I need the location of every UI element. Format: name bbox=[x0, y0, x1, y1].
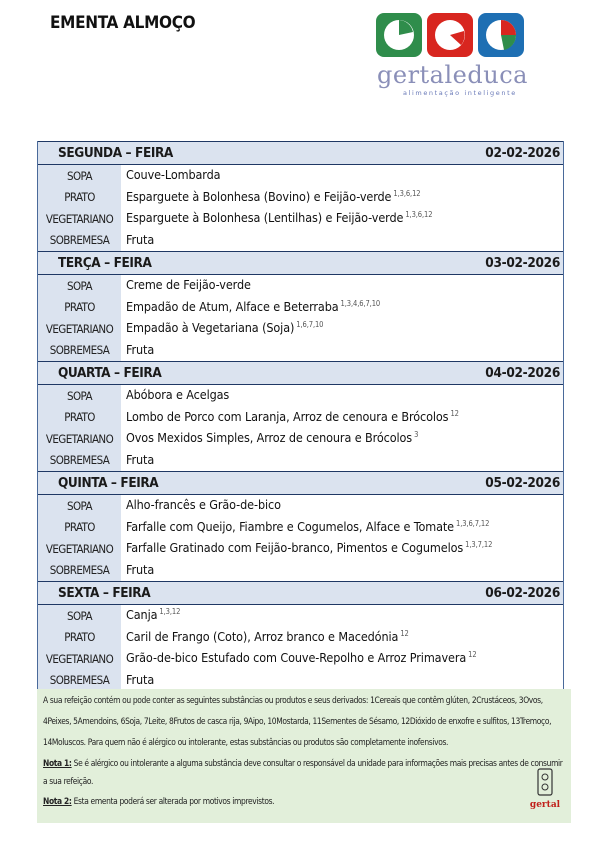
course-label: SOBREMESA bbox=[38, 230, 121, 252]
menu-row bbox=[38, 605, 563, 627]
day-header bbox=[38, 251, 563, 275]
dish-name: Grão-de-bico Estufado com Couve-Repolho e Arroz Primavera bbox=[126, 650, 467, 665]
menu-row bbox=[38, 538, 563, 560]
course-label: SOPA bbox=[38, 495, 121, 517]
course-label: VEGETARIANO bbox=[38, 648, 121, 670]
day-date: 04-02-2026 bbox=[485, 365, 560, 381]
dish-name: Lombo de Porco com Laranja, Arroz de cenoura e Brócolos bbox=[126, 408, 449, 424]
menu-row bbox=[38, 627, 563, 649]
day-date: 03-02-2026 bbox=[485, 255, 560, 271]
allergen-codes: 12 bbox=[468, 650, 477, 659]
dish-name: Ovos Mexidos Simples, Arroz de cenoura e Brócolos bbox=[126, 430, 413, 445]
day-name: SEGUNDA – FEIRA bbox=[58, 145, 173, 161]
dish-name: Fruta bbox=[126, 561, 155, 577]
menu-row bbox=[38, 560, 563, 582]
dish-name: Esparguete à Bolonhesa (Lentilhas) e Feijão-verde bbox=[126, 210, 404, 225]
day-section bbox=[38, 361, 563, 471]
dish bbox=[126, 320, 323, 335]
page-title: EMENTA ALMOÇO bbox=[50, 13, 196, 33]
menu-row bbox=[38, 275, 563, 297]
day-section bbox=[38, 251, 563, 361]
day-header bbox=[38, 581, 563, 605]
dish-name: Farfalle com Queijo, Fiambre e Cogumelos, Alface e Tomate bbox=[126, 518, 454, 534]
dish-name: Fruta bbox=[126, 671, 155, 687]
day-name: QUARTA – FEIRA bbox=[58, 365, 162, 381]
dish-name: Esparguete à Bolonhesa (Bovino) e Feijão-verde bbox=[126, 188, 392, 204]
nota1-continued: a sua refeição. bbox=[43, 776, 94, 786]
day-name: QUINTA – FEIRA bbox=[58, 475, 159, 491]
allergen-codes: 3 bbox=[414, 430, 419, 439]
menu-row bbox=[38, 340, 563, 362]
allergen-codes: 12 bbox=[450, 408, 459, 418]
nota1-text: Se é alérgico ou intolerante a alguma substância deve consultar o responsável da unidade para informações mais precisas antes de consumir bbox=[71, 758, 563, 768]
dish bbox=[126, 409, 459, 424]
menu-row bbox=[38, 230, 563, 252]
dish bbox=[126, 430, 418, 445]
dish bbox=[126, 232, 154, 247]
allergen-codes: 1,3,6,12 bbox=[405, 210, 433, 219]
notes-box bbox=[37, 689, 571, 823]
menu-row bbox=[38, 187, 563, 209]
course-label: VEGETARIANO bbox=[38, 208, 121, 230]
dish bbox=[126, 452, 154, 467]
nota2 bbox=[43, 795, 274, 807]
nota1 bbox=[43, 757, 563, 769]
course-label: SOBREMESA bbox=[38, 450, 121, 472]
badge-text: gertal bbox=[529, 800, 561, 810]
day-name: TERÇA – FEIRA bbox=[58, 255, 152, 271]
dish-name: Empadão à Vegetariana (Soja) bbox=[126, 320, 295, 335]
logo-icon-green bbox=[376, 13, 422, 57]
course-label: PRATO bbox=[38, 187, 121, 209]
menu-row bbox=[38, 208, 563, 230]
allergen-codes: 1,3,4,6,7,10 bbox=[340, 298, 381, 308]
dish-name: Caril de Frango (Coto), Arroz branco e Macedónia bbox=[126, 628, 399, 644]
dish bbox=[126, 277, 251, 292]
dish bbox=[126, 607, 180, 622]
course-label: SOPA bbox=[38, 275, 121, 297]
logo-icon-blue bbox=[478, 13, 524, 57]
dish bbox=[126, 540, 492, 555]
gertaleduca-logo bbox=[367, 3, 568, 101]
allergen-codes: 1,3,12 bbox=[159, 607, 181, 616]
day-section bbox=[38, 581, 563, 691]
day-date: 02-02-2026 bbox=[485, 145, 560, 161]
dish bbox=[126, 299, 380, 314]
allergen-codes: 1,6,7,10 bbox=[296, 320, 324, 329]
dish bbox=[126, 189, 420, 204]
menu-table bbox=[37, 141, 564, 692]
day-section bbox=[38, 141, 563, 251]
menu-row bbox=[38, 450, 563, 472]
course-label: VEGETARIANO bbox=[38, 318, 121, 340]
course-label: VEGETARIANO bbox=[38, 538, 121, 560]
logo-icon-red bbox=[427, 13, 473, 57]
logo-graphic bbox=[367, 3, 568, 101]
dish bbox=[126, 672, 154, 687]
course-label: PRATO bbox=[38, 297, 121, 319]
course-label: SOPA bbox=[38, 605, 121, 627]
nota2-text: Esta ementa poderá ser alterada por motivos imprevistos. bbox=[71, 796, 275, 806]
course-label: SOBREMESA bbox=[38, 560, 121, 582]
course-label: SOBREMESA bbox=[38, 670, 121, 692]
dish bbox=[126, 519, 489, 534]
dish-name: Abóbora e Acelgas bbox=[126, 387, 230, 402]
allergen-note-line: 14Moluscos. Para quem não é alérgico ou intolerante, estas substâncias ou produtos são completamente inofensivos. bbox=[43, 737, 449, 747]
day-date: 06-02-2026 bbox=[485, 585, 560, 601]
day-header bbox=[38, 361, 563, 385]
allergen-note-line: A sua refeição contém ou pode conter as seguintes substâncias ou produtos e seus derivados: 1Cereais que contêm glúten, 2Crustáceos, 3Ovos, bbox=[43, 695, 543, 705]
course-label: PRATO bbox=[38, 627, 121, 649]
dish bbox=[126, 342, 154, 357]
menu-row bbox=[38, 297, 563, 319]
dish-name: Farfalle Gratinado com Feijão-branco, Pimentos e Cogumelos bbox=[126, 540, 464, 555]
menu-row bbox=[38, 495, 563, 517]
day-header bbox=[38, 471, 563, 495]
menu-row bbox=[38, 428, 563, 450]
course-label: SOBREMESA bbox=[38, 340, 121, 362]
gertal-badge bbox=[529, 767, 561, 811]
nota1-label: Nota 1: bbox=[43, 758, 72, 768]
dish bbox=[126, 167, 220, 182]
dish bbox=[126, 650, 477, 665]
day-section bbox=[38, 471, 563, 581]
dish-name: Empadão de Atum, Alface e Beterraba bbox=[126, 298, 339, 314]
menu-row bbox=[38, 318, 563, 340]
day-date: 05-02-2026 bbox=[485, 475, 560, 491]
menu-row bbox=[38, 407, 563, 429]
menu-row bbox=[38, 517, 563, 539]
dish-name: Fruta bbox=[126, 231, 155, 247]
nota2-label: Nota 2: bbox=[43, 796, 72, 806]
allergen-note-line: 4Peixes, 5Amendoins, 6Soja, 7Leite, 8Frutos de casca rija, 9Aipo, 10Mostarda, 11Sementes de Sésamo, 12Dióxido de enxofre e sulfitos, 13Tremoço, bbox=[43, 716, 552, 726]
dish-name: Couve-Lombarda bbox=[126, 167, 221, 182]
menu-row bbox=[38, 385, 563, 407]
dish-name: Alho-francês e Grão-de-bico bbox=[126, 497, 281, 512]
dish-name: Creme de Feijão-verde bbox=[126, 277, 251, 292]
menu-row bbox=[38, 670, 563, 692]
allergen-codes: 12 bbox=[400, 628, 409, 638]
dish-name: Fruta bbox=[126, 451, 155, 467]
day-name: SEXTA – FEIRA bbox=[58, 585, 151, 601]
allergen-codes: 1,3,6,7,12 bbox=[456, 518, 490, 528]
dish bbox=[126, 497, 281, 512]
dish-name: Canja bbox=[126, 607, 158, 622]
logo-wordmark: gertaleduca bbox=[377, 61, 528, 89]
dish bbox=[126, 210, 432, 225]
dish bbox=[126, 629, 409, 644]
logo-tagline: alimentação inteligente bbox=[403, 89, 517, 97]
course-label: SOPA bbox=[38, 385, 121, 407]
dish bbox=[126, 562, 154, 577]
dish bbox=[126, 387, 229, 402]
menu-row bbox=[38, 165, 563, 187]
menu-row bbox=[38, 648, 563, 670]
day-header bbox=[38, 141, 563, 165]
course-label: PRATO bbox=[38, 517, 121, 539]
allergen-codes: 1,3,7,12 bbox=[465, 540, 493, 549]
allergen-codes: 1,3,6,12 bbox=[393, 188, 421, 198]
dish-name: Fruta bbox=[126, 341, 155, 357]
course-label: VEGETARIANO bbox=[38, 428, 121, 450]
course-label: PRATO bbox=[38, 407, 121, 429]
course-label: SOPA bbox=[38, 165, 121, 187]
